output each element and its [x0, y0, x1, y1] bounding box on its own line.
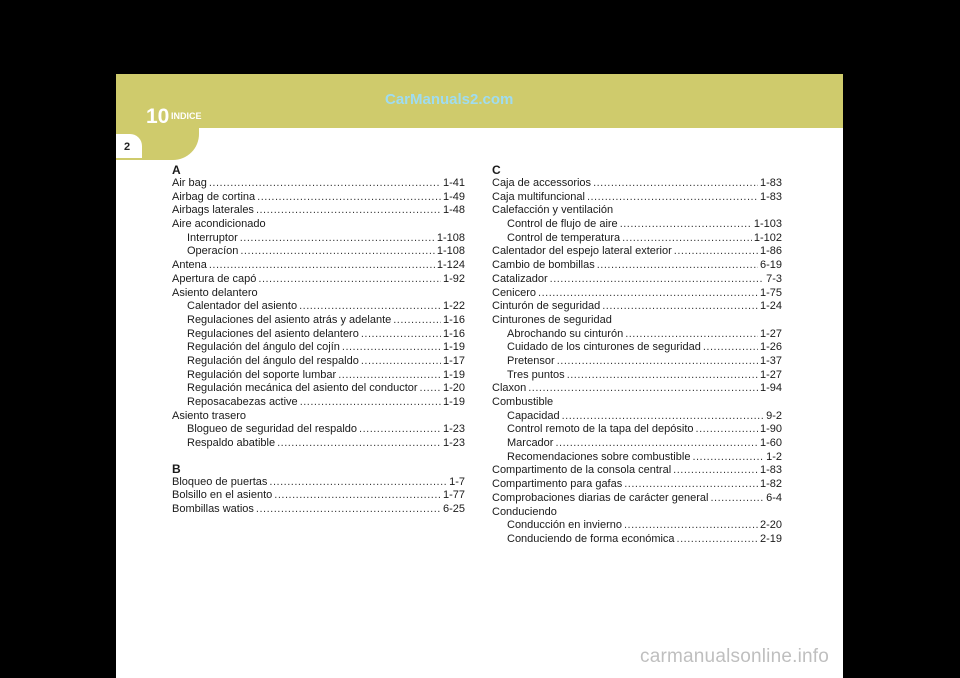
- index-entry-page: 2-20: [759, 519, 782, 532]
- index-entry: [172, 328, 465, 342]
- dot-leader: [703, 341, 758, 355]
- index-entry: [492, 341, 782, 355]
- dot-leader: [624, 478, 758, 492]
- index-entry-page: 1-7: [449, 475, 465, 488]
- index-entry-page: 1-83: [759, 190, 782, 203]
- dot-leader: [393, 314, 441, 328]
- dot-leader: [269, 476, 447, 490]
- index-entry: [172, 314, 465, 328]
- index-entry-page: 1-124: [436, 259, 465, 272]
- index-entry-page: 1-86: [759, 245, 782, 258]
- index-entry-label: Conducción en invierno: [507, 519, 622, 532]
- index-entry: [492, 423, 782, 437]
- index-entry-label: Bolsillo en el asiento: [172, 489, 273, 502]
- dot-leader: [342, 341, 441, 355]
- index-entry: [172, 273, 465, 287]
- dot-leader: [361, 355, 441, 369]
- index-entry-page: 1-22: [442, 300, 465, 313]
- index-entry: [492, 519, 782, 533]
- index-entry-label: Regulaciones del asiento atrás y adelante: [187, 313, 392, 326]
- index-entry-label: Antena: [172, 259, 207, 272]
- index-entry: [172, 437, 465, 451]
- index-entry-label: Tres puntos: [507, 368, 565, 381]
- dot-leader: [299, 300, 441, 314]
- dot-leader: [274, 489, 441, 503]
- index-entry-page: 1-2: [766, 450, 782, 463]
- index-entry-page: 1-60: [759, 437, 782, 450]
- index-entry-page: 1-103: [753, 218, 782, 231]
- index-group-heading: Conduciendo: [492, 505, 557, 518]
- index-entry: [172, 259, 465, 273]
- index-entry-label: Comprobaciones diarias de carácter general: [492, 491, 709, 504]
- dot-leader: [567, 369, 758, 383]
- index-entry-label: Marcador: [507, 437, 554, 450]
- index-entry-label: Catalizador: [492, 272, 548, 285]
- index-entry-page: 1-108: [436, 231, 465, 244]
- dot-leader: [674, 245, 758, 259]
- index-entry: [492, 328, 782, 342]
- index-entry: [492, 533, 782, 547]
- index-entry: [172, 204, 465, 218]
- index-entry-page: 6-4: [766, 491, 782, 504]
- index-entry-label: Regulación del soporte lumbar: [187, 368, 337, 381]
- index-entry: [172, 369, 465, 383]
- dot-leader: [420, 382, 441, 396]
- dot-leader: [256, 503, 441, 517]
- dot-leader: [673, 464, 758, 478]
- index-entry: [172, 503, 465, 517]
- index-entry-label: Air bag: [172, 177, 207, 189]
- dot-leader: [240, 232, 435, 246]
- index-entry: [492, 410, 782, 424]
- index-entry-label: Regulación del ángulo del cojín: [187, 341, 340, 354]
- index-entry: [172, 191, 465, 205]
- index-entry-label: Respaldo abatible: [187, 437, 276, 450]
- index-entry: [172, 489, 465, 503]
- index-entry-page: 1-24: [759, 300, 782, 313]
- index-entry-label: Control de temperatura: [507, 231, 621, 244]
- index-entry-page: 1-48: [442, 204, 465, 217]
- index-entry: [492, 218, 782, 232]
- index-entry-label: Regulación del ángulo del respaldo: [187, 354, 359, 367]
- index-entry: [492, 273, 782, 287]
- index-group-heading: Asiento delantero: [172, 286, 258, 299]
- index-entry: [172, 355, 465, 369]
- index-entry-label: Cinturón de seguridad: [492, 300, 601, 313]
- index-entry-label: Abrochando su cinturón: [507, 327, 624, 340]
- index-entry-label: Cambio de bombillas: [492, 259, 595, 272]
- index-group-heading: Aire acondicionado: [172, 218, 266, 231]
- index-entry-page: 1-16: [442, 327, 465, 340]
- index-entry: [492, 232, 782, 246]
- index-entry: [172, 341, 465, 355]
- index-entry-label: Caja multifuncional: [492, 190, 585, 203]
- index-entry-page: 6-25: [442, 503, 465, 516]
- index-entry-page: 1-82: [759, 478, 782, 491]
- index-entry-page: 1-23: [442, 437, 465, 450]
- index-entry-label: Cenicero: [492, 286, 537, 299]
- dot-leader: [300, 396, 441, 410]
- dot-leader: [696, 423, 758, 437]
- index-entry-label: Reposacabezas active: [187, 396, 298, 408]
- index-entry-label: Cuidado de los cinturones de seguridad: [507, 341, 701, 354]
- index-entry-page: 1-77: [442, 489, 465, 502]
- dot-leader: [209, 177, 441, 191]
- index-entry-page: 1-37: [759, 354, 782, 367]
- dot-leader: [692, 451, 764, 465]
- dot-leader: [555, 437, 758, 451]
- index-group-heading: Calefacción y ventilación: [492, 204, 614, 217]
- index-entry-label: Compartimento de la consola central: [492, 464, 672, 477]
- index-entry: [492, 382, 782, 396]
- index-entry: [492, 245, 782, 259]
- index-entry-page: 1-16: [442, 313, 465, 326]
- index-entry: [492, 287, 782, 301]
- index-group-heading: Asiento trasero: [172, 409, 246, 422]
- index-entry-label: Control remoto de la tapa del depósito: [507, 423, 694, 436]
- chapter-title: INDICE: [171, 111, 202, 121]
- index-entry-label: Capacidad: [507, 409, 560, 422]
- dot-leader: [677, 533, 758, 547]
- index-entry-label: Interruptor: [187, 231, 238, 244]
- dot-leader: [550, 273, 764, 287]
- index-entry-page: 1-75: [759, 286, 782, 299]
- index-entry-page: 6-19: [759, 259, 782, 272]
- index-entry-label: Calentador del espejo lateral exterior: [492, 245, 672, 258]
- dot-leader: [593, 177, 758, 191]
- index-entry: [492, 259, 782, 273]
- index-entry-page: 1-102: [753, 231, 782, 244]
- index-entry: [492, 492, 782, 506]
- index-entry: [492, 437, 782, 451]
- dot-leader: [277, 437, 441, 451]
- index-entry: [492, 478, 782, 492]
- dot-leader: [209, 259, 435, 273]
- index-entry-label: Airbags laterales: [172, 204, 254, 217]
- index-entry-page: 1-94: [759, 382, 782, 395]
- index-entry: [172, 476, 465, 490]
- dot-leader: [562, 410, 765, 424]
- index-entry: [492, 451, 782, 465]
- dot-leader: [597, 259, 758, 273]
- index-entry-page: 1-27: [759, 327, 782, 340]
- chapter-number: 10: [146, 105, 170, 128]
- index-entry-label: Control de flujo de aire: [507, 218, 618, 231]
- index-entry: [492, 177, 782, 191]
- index-entry-page: 1-27: [759, 368, 782, 381]
- section-gap: [172, 451, 465, 462]
- dot-leader: [361, 328, 441, 342]
- index-entry-page: 1-49: [442, 190, 465, 203]
- dot-leader: [359, 423, 441, 437]
- index-entry-page: 2-19: [759, 532, 782, 545]
- dot-leader: [602, 300, 758, 314]
- watermark-top[interactable]: CarManuals2.com: [385, 91, 514, 108]
- dot-leader: [710, 492, 764, 506]
- index-entry-page: 1-23: [442, 423, 465, 436]
- dot-leader: [257, 191, 441, 205]
- index-entry: [492, 464, 782, 478]
- index-entry: [172, 396, 465, 410]
- index-entry-label: Pretensor: [507, 354, 555, 367]
- dot-leader: [538, 287, 758, 301]
- index-entry-label: Recomendaciones sobre combustible: [507, 450, 691, 463]
- index-entry: [172, 382, 465, 396]
- index-entry-page: 1-20: [442, 382, 465, 395]
- index-entry-page: 1-90: [759, 423, 782, 436]
- index-entry-label: Apertura de capó: [172, 272, 257, 285]
- page-number: 2: [124, 141, 131, 153]
- index-entry-label: Regulación mecánica del asiento del conductor: [187, 382, 418, 395]
- index-group-heading: Combustible: [492, 396, 554, 408]
- index-entry-page: 1-19: [442, 368, 465, 381]
- index-entry: [492, 369, 782, 383]
- watermark-bottom[interactable]: carmanualsonline.info: [640, 646, 830, 667]
- index-column-left: [172, 163, 465, 517]
- index-entry-label: Operacíon: [187, 245, 239, 258]
- dot-leader: [557, 355, 758, 369]
- index-entry-page: 1-41: [442, 177, 465, 189]
- dot-leader: [256, 204, 441, 218]
- index-entry-label: Blogueo de seguridad del respaldo: [187, 423, 358, 436]
- index-entry-label: Conduciendo de forma económica: [507, 532, 675, 545]
- index-entry-page: 1-92: [442, 272, 465, 285]
- dot-leader: [625, 328, 758, 342]
- index-entry: [172, 423, 465, 437]
- dot-leader: [240, 245, 434, 259]
- index-entry-label: Airbag de cortina: [172, 190, 256, 203]
- dot-leader: [338, 369, 441, 383]
- index-entry: [172, 300, 465, 314]
- index-entry: [172, 232, 465, 246]
- index-entry-label: Calentador del asiento: [187, 300, 298, 313]
- index-entry: [492, 300, 782, 314]
- index-entry-label: Bombillas watios: [172, 503, 254, 516]
- index-group-heading: Cinturones de seguridad: [492, 313, 612, 326]
- index-entry-label: Regulaciones del asiento delantero: [187, 327, 359, 340]
- section-letter: B: [172, 461, 181, 476]
- index-entry-label: Caja de accessorios: [492, 177, 592, 189]
- index-entry-page: 1-17: [442, 354, 465, 367]
- index-entry: [172, 177, 465, 191]
- index-entry-page: 7-3: [766, 272, 782, 285]
- index-entry-page: 1-19: [442, 341, 465, 354]
- index-entry-page: 1-19: [442, 396, 465, 408]
- index-entry: [492, 355, 782, 369]
- index-entry-label: Compartimento para gafas: [492, 478, 623, 491]
- index-column-right: [492, 163, 782, 547]
- index-entry: [492, 191, 782, 205]
- dot-leader: [528, 382, 758, 396]
- index-entry-page: 1-108: [436, 245, 465, 258]
- section-letter: C: [492, 163, 501, 177]
- index-entry-page: 1-26: [759, 341, 782, 354]
- dot-leader: [622, 232, 752, 246]
- dot-leader: [258, 273, 441, 287]
- index-entry-label: Claxon: [492, 382, 527, 395]
- index-entry: [172, 245, 465, 259]
- section-letter: A: [172, 163, 181, 177]
- index-entry-label: Bloqueo de puertas: [172, 475, 268, 488]
- index-entry-page: 1-83: [759, 177, 782, 189]
- dot-leader: [624, 519, 758, 533]
- index-entry-page: 9-2: [766, 409, 782, 422]
- dot-leader: [620, 218, 752, 232]
- index-entry-page: 1-83: [759, 464, 782, 477]
- dot-leader: [587, 191, 758, 205]
